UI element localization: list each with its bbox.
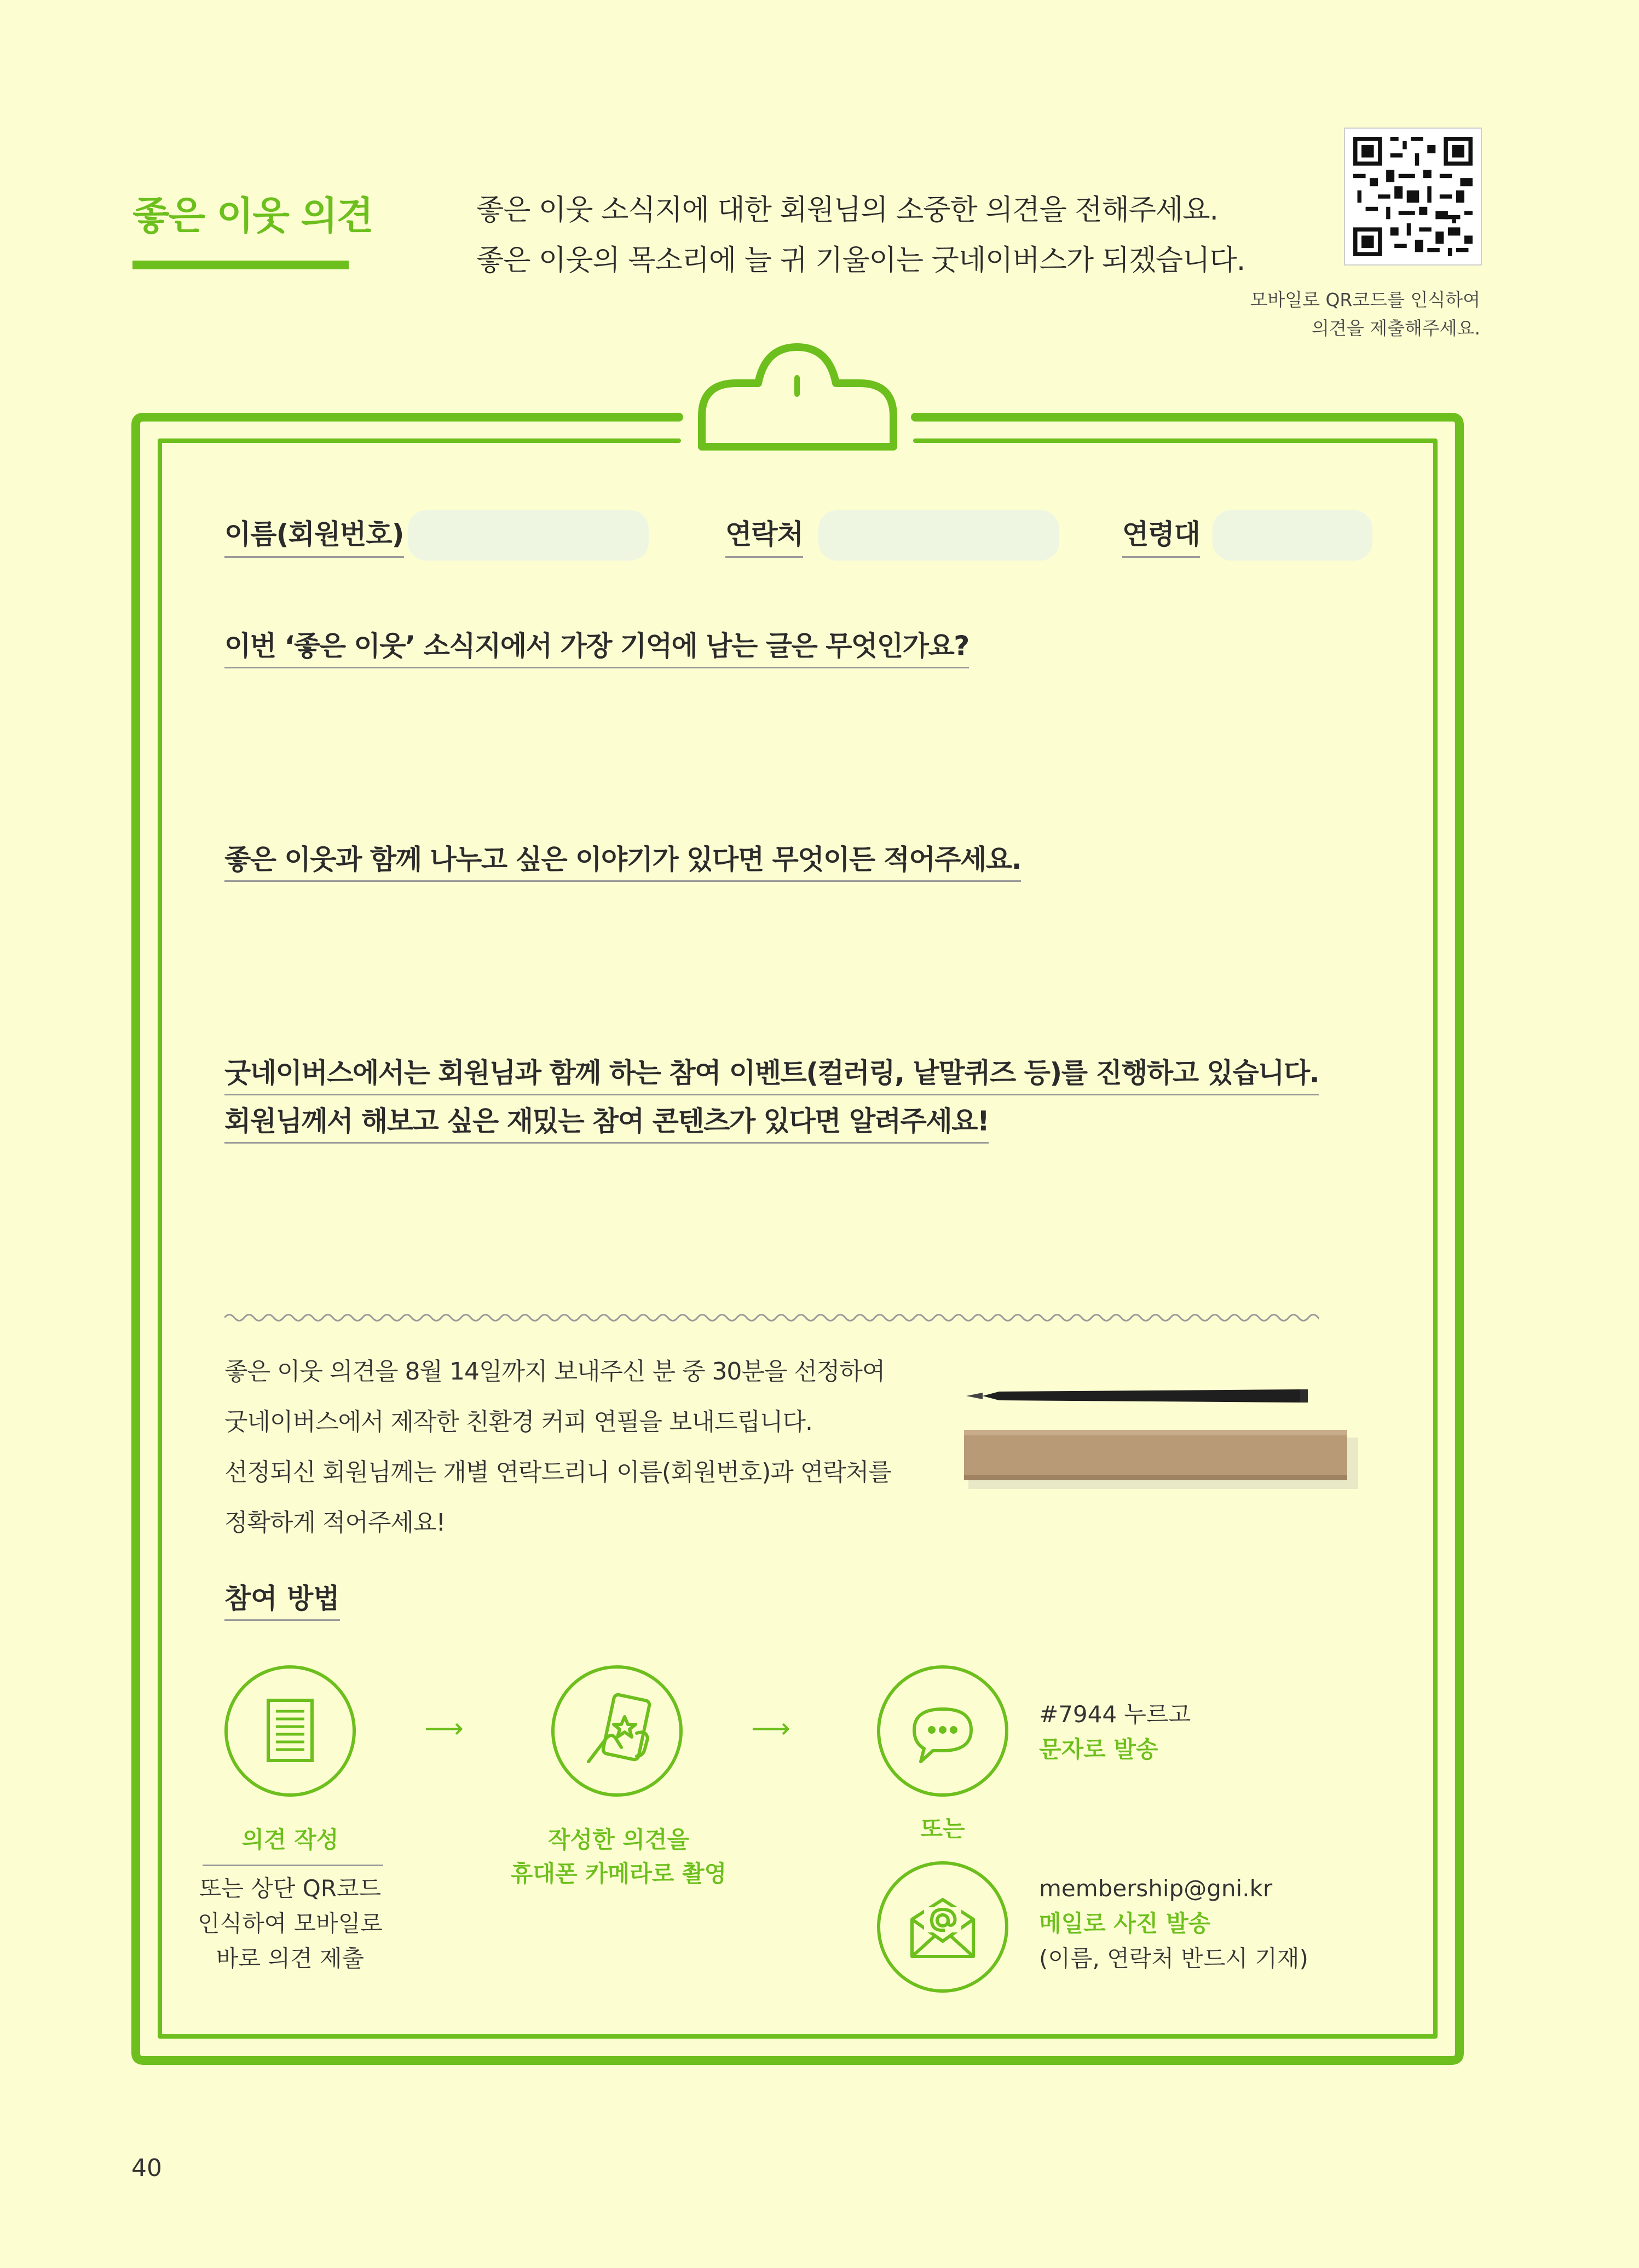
arrow-1: ⟶	[424, 1712, 464, 1744]
arrow-2: ⟶	[751, 1712, 790, 1744]
contact-input[interactable]	[818, 510, 1059, 561]
coffee-pencil-image	[961, 1380, 1360, 1489]
sms-number: #7944 누르고	[1039, 1701, 1191, 1728]
step-2-title-line-2: 휴대폰 카메라로 촬영	[510, 1860, 727, 1887]
qr-note-line-2: 의견을 제출해주세요.	[1312, 318, 1480, 339]
document-icon	[224, 1665, 356, 1797]
chat-bubble-icon	[877, 1665, 1008, 1797]
qr-note-line-1: 모바일로 QR코드를 인식하여	[1250, 289, 1480, 310]
phone-camera-icon	[551, 1665, 683, 1797]
page-number: 40	[131, 2154, 162, 2182]
wavy-divider	[224, 1309, 1319, 1326]
intro-line-2: 좋은 이웃의 목소리에 늘 귀 기울이는 굿네이버스가 되겠습니다.	[476, 244, 1245, 277]
email-note: (이름, 연락처 반드시 기재)	[1039, 1945, 1308, 1972]
event-line-2: 굿네이버스에서 제작한 친환경 커피 연필을 보내드립니다.	[224, 1408, 813, 1436]
name-label: 이름(회원번호)	[224, 512, 404, 558]
event-line-3: 선정되신 회원님께는 개별 연락드리니 이름(회원번호)과 연락처를	[224, 1458, 891, 1486]
age-label: 연령대	[1122, 512, 1200, 558]
answer-area-2[interactable]	[224, 887, 1374, 1029]
event-line-4: 정확하게 적어주세요!	[224, 1509, 446, 1537]
question-1: 이번 ‘좋은 이웃’ 소식지에서 가장 기억에 남는 글은 무엇인가요?	[224, 624, 969, 668]
step-2-title	[493, 1823, 745, 1891]
question-3-line-2: 회원님께서 해보고 싶은 재밌는 참여 콘텐츠가 있다면 알려주세요!	[224, 1099, 989, 1144]
question-2: 좋은 이웃과 함께 나누고 싶은 이야기가 있다면 무엇이든 적어주세요.	[224, 838, 1021, 882]
sms-action: 문자로 발송	[1039, 1736, 1158, 1763]
step-2-title-line-1: 작성한 의견을	[547, 1826, 690, 1853]
step-1-desc	[181, 1871, 400, 1976]
answer-area-3[interactable]	[224, 1150, 1374, 1292]
envelope-at-icon	[877, 1861, 1008, 1993]
step-1-title: 의견 작성	[241, 1826, 339, 1853]
step-1-separator	[203, 1865, 383, 1866]
how-title: 참여 방법	[224, 1577, 340, 1621]
intro-line-1: 좋은 이웃 소식지에 대한 회원님의 소중한 의견을 전해주세요.	[476, 194, 1219, 227]
email-action: 메일로 사진 발송	[1039, 1910, 1211, 1937]
step-1-desc-line-1: 또는 상단 QR코드	[199, 1875, 382, 1902]
section-title: 좋은 이웃 의견	[132, 193, 373, 238]
name-input[interactable]	[408, 510, 649, 561]
age-input[interactable]	[1213, 510, 1372, 561]
question-3-line-1: 굿네이버스에서는 회원님과 함께 하는 참여 이벤트(컬러링, 낱말퀴즈 등)를 진행하고 있습니다.	[224, 1051, 1319, 1095]
answer-area-1[interactable]	[224, 673, 1374, 816]
email-address[interactable]: membership@gni.kr	[1039, 1875, 1273, 1902]
event-line-1: 좋은 이웃 의견을 8월 14일까지 보내주신 분 중 30분을 선정하여	[224, 1358, 885, 1386]
step-1-desc-line-2: 인식하여 모바일로	[198, 1910, 383, 1937]
or-label: 또는	[920, 1815, 965, 1842]
contact-label: 연락처	[725, 512, 803, 558]
event-text	[224, 1347, 891, 1548]
step-1-desc-line-3: 바로 의견 제출	[216, 1945, 365, 1972]
